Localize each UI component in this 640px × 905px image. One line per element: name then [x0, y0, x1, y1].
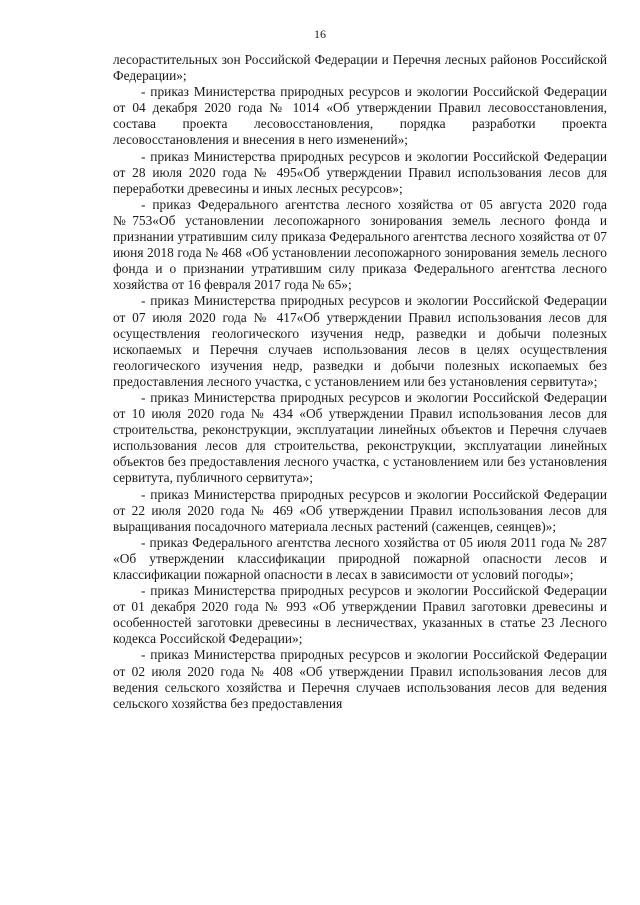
list-item-order-753: - приказ Федерального агентства лесного хозяйства от 05 августа 2020 года №753«Об установлении лесопожарного зонирования земель лесного фонда и признании утратившим силу приказа Федерального агентства лесного хозяйства от 07 июня 2018 года № 468 «Об установлении лесопожарного зонирования земель лесного фонда и о признании утратившим силу приказа Федерального агентства лесного хозяйства от 16 февраля 2017 года № 65»; — [113, 196, 607, 293]
list-item-order-1014: - приказ Министерства природных ресурсов и экологии Российской Федерации от 04 декабря 2020 года № 1014 «Об утверждении Правил лесовосстановления, состава проекта лесовосстановления, порядка разработки проекта лесовосстановления и внесения в него изменений»; — [113, 84, 607, 148]
list-item-order-469: - приказ Министерства природных ресурсов и экологии Российской Федерации от 22 июля 2020 года № 469 «Об утверждении Правил использования лесов для выращивания посадочного материала лесных растений (саженцев, сеянцев)»; — [113, 486, 607, 534]
list-item-order-993: - приказ Министерства природных ресурсов и экологии Российской Федерации от 01 декабря 2020 года № 993 «Об утверждении Правил заготовки древесины и особенностей заготовки древесины в лесничествах, указанных в статье 23 Лесного кодекса Российской Федерации»; — [113, 583, 607, 647]
document-body — [113, 52, 607, 712]
page-number: 16 — [314, 27, 326, 41]
paragraph-continuation: лесорастительных зон Российской Федерации и Перечня лесных районов Российской Федерации»; — [113, 52, 607, 84]
list-item-order-287: - приказ Федерального агентства лесного хозяйства от 05 июля 2011 года № 287 «Об утверждении классификации природной пожарной опасности лесов и классификации пожарной опасности в лесах в зависимости от условий погоды»; — [113, 534, 607, 582]
list-item-order-495: - приказ Министерства природных ресурсов и экологии Российской Федерации от 28 июля 2020 года № 495«Об утверждении Правил использования лесов для переработки древесины и иных лесных ресурсов»; — [113, 148, 607, 196]
list-item-order-408: - приказ Министерства природных ресурсов и экологии Российской Федерации от 02 июля 2020 года № 408 «Об утверждении Правил использования лесов для ведения сельского хозяйства и Перечня случаев использования лесов для ведения сельского хозяйства без предоставления — [113, 647, 607, 711]
list-item-order-417: - приказ Министерства природных ресурсов и экологии Российской Федерации от 07 июля 2020 года № 417«Об утверждении Правил использования лесов для осуществления геологического изучения недр, разведки и добычи полезных ископаемых и Перечня случаев использования лесов в целях осуществления геологического изучения недр, разведки и добычи полезных ископаемых без предоставления лесного участка, с установлением или без установления сервитута»; — [113, 293, 607, 389]
list-item-order-434: - приказ Министерства природных ресурсов и экологии Российской Федерации от 10 июля 2020 года № 434 «Об утверждении Правил использования лесов для строительства, реконструкции, эксплуатации линейных объектов и Перечня случаев использования лесов для строительства, реконструкции, эксплуатации линейных объектов без предоставления лесного участка, с установлением или без установления сервитута, публичного сервитута»; — [113, 389, 607, 486]
